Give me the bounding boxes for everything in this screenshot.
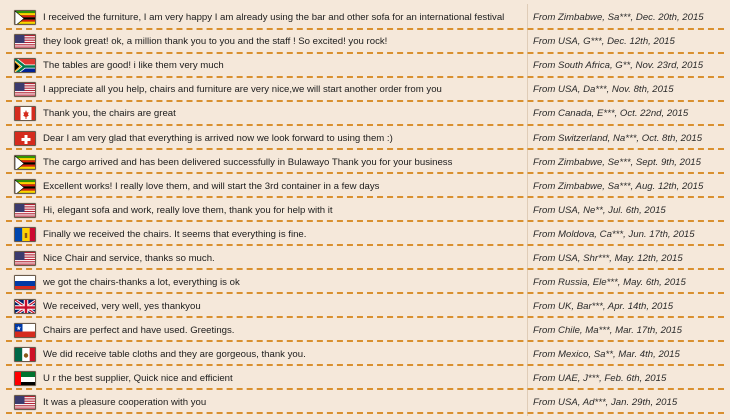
switzerland-flag-icon [14, 131, 36, 146]
testimonial-message: It was a pleasure cooperation with you [43, 397, 207, 409]
usa-flag-icon [14, 203, 36, 218]
testimonial-row [0, 78, 730, 102]
testimonial-source: From Canada, E***, Oct. 22nd, 2015 [533, 108, 689, 120]
testimonial-row [0, 102, 730, 126]
testimonial-row [0, 30, 730, 54]
testimonial-source: From Switzerland, Na***, Oct. 8th, 2015 [533, 132, 703, 144]
testimonial-row [0, 222, 730, 246]
testimonial-row [0, 367, 730, 391]
testimonial-row [0, 6, 730, 30]
usa-flag-icon [14, 34, 36, 49]
testimonial-source: From UAE, J***, Feb. 6th, 2015 [533, 373, 667, 384]
testimonial-source: From Russia, Ele***, May. 6th, 2015 [533, 276, 686, 288]
testimonial-row [0, 126, 730, 150]
testimonial-source: From USA, G***, Dec. 12th, 2015 [533, 36, 675, 48]
testimonial-message: I received the furniture, I am very happy I am already using the bar and other sofa for an international festival [43, 12, 505, 24]
testimonial-source: From USA, Ad***, Jan. 29th, 2015 [533, 397, 678, 409]
testimonial-message: We did receive table cloths and they are gorgeous, thank you. [43, 348, 306, 360]
testimonial-message: Hi, elegant sofa and work, really love them, thank you for help with it [43, 204, 333, 216]
testimonial-message: I appreciate all you help, chairs and furniture are very nice,we will start another order from you [43, 84, 442, 96]
testimonial-source: From USA, Shr***, May. 12th, 2015 [533, 252, 683, 264]
testimonial-message: Thank you, the chairs are great [43, 108, 176, 120]
testimonial-message: U r the best supplier, Quick nice and efficient [43, 373, 233, 384]
usa-flag-icon [14, 251, 36, 266]
zimbabwe-flag-icon [14, 155, 36, 170]
testimonial-row [0, 343, 730, 367]
testimonial-row [0, 319, 730, 343]
testimonial-row [0, 174, 730, 198]
testimonial-message: Dear I am very glad that everything is arrived now we look forward to using them :) [43, 132, 393, 144]
testimonial-row [0, 247, 730, 271]
testimonial-source: From Chile, Ma***, Mar. 17th, 2015 [533, 324, 682, 336]
testimonial-message: We received, very well, yes thankyou [43, 300, 201, 312]
testimonial-row [0, 150, 730, 174]
testimonial-message: we got the chairs-thanks a lot, everything is ok [43, 276, 240, 288]
testimonial-message: Finally we received the chairs. It seems that everything is fine. [43, 228, 307, 240]
usa-flag-icon [14, 395, 36, 410]
testimonial-source: From Mexico, Sa**, Mar. 4th, 2015 [533, 348, 680, 360]
testimonial-message: The tables are good! i like them very much [43, 60, 224, 72]
testimonial-source: From Zimbabwe, Sa***, Dec. 20th, 2015 [533, 12, 704, 24]
zimbabwe-flag-icon [14, 10, 36, 25]
testimonial-row [0, 198, 730, 222]
south-africa-flag-icon [14, 58, 36, 73]
moldova-flag-icon [14, 227, 36, 242]
testimonial-source: From USA, Da***, Nov. 8th, 2015 [533, 84, 674, 96]
testimonial-row [0, 391, 730, 415]
testimonial-source: From UK, Bar***, Apr. 14th, 2015 [533, 300, 674, 312]
canada-flag-icon [14, 106, 36, 121]
testimonial-message: Chairs are perfect and have used. Greetings. [43, 324, 235, 336]
chile-flag-icon [14, 323, 36, 338]
testimonial-source: From Zimbabwe, Se***, Sept. 9th, 2015 [533, 156, 701, 168]
testimonial-source: From Moldova, Ca***, Jun. 17th, 2015 [533, 228, 695, 240]
testimonial-message: The cargo arrived and has been delivered successfully in Bulawayo Thank you for your business [43, 156, 453, 168]
usa-flag-icon [14, 82, 36, 97]
testimonial-message: Nice Chair and service, thanks so much. [43, 252, 215, 264]
testimonial-message: they look great! ok, a million thank you to you and the staff ! So excited! you rock! [43, 36, 388, 48]
mexico-flag-icon [14, 347, 36, 362]
zimbabwe-flag-icon [14, 179, 36, 194]
uk-flag-icon [14, 299, 36, 314]
testimonial-row [0, 295, 730, 319]
testimonial-source: From South Africa, G**, Nov. 23rd, 2015 [533, 60, 704, 72]
testimonial-message: Excellent works! I really love them, and will start the 3rd container in a few days [43, 180, 380, 192]
testimonial-row [0, 54, 730, 78]
testimonial-source: From Zimbabwe, Sa***, Aug. 12th, 2015 [533, 180, 704, 192]
russia-flag-icon [14, 275, 36, 290]
uae-flag-icon [14, 371, 36, 386]
testimonial-row [0, 271, 730, 295]
testimonial-source: From USA, Ne**, Jul. 6th, 2015 [533, 204, 666, 216]
